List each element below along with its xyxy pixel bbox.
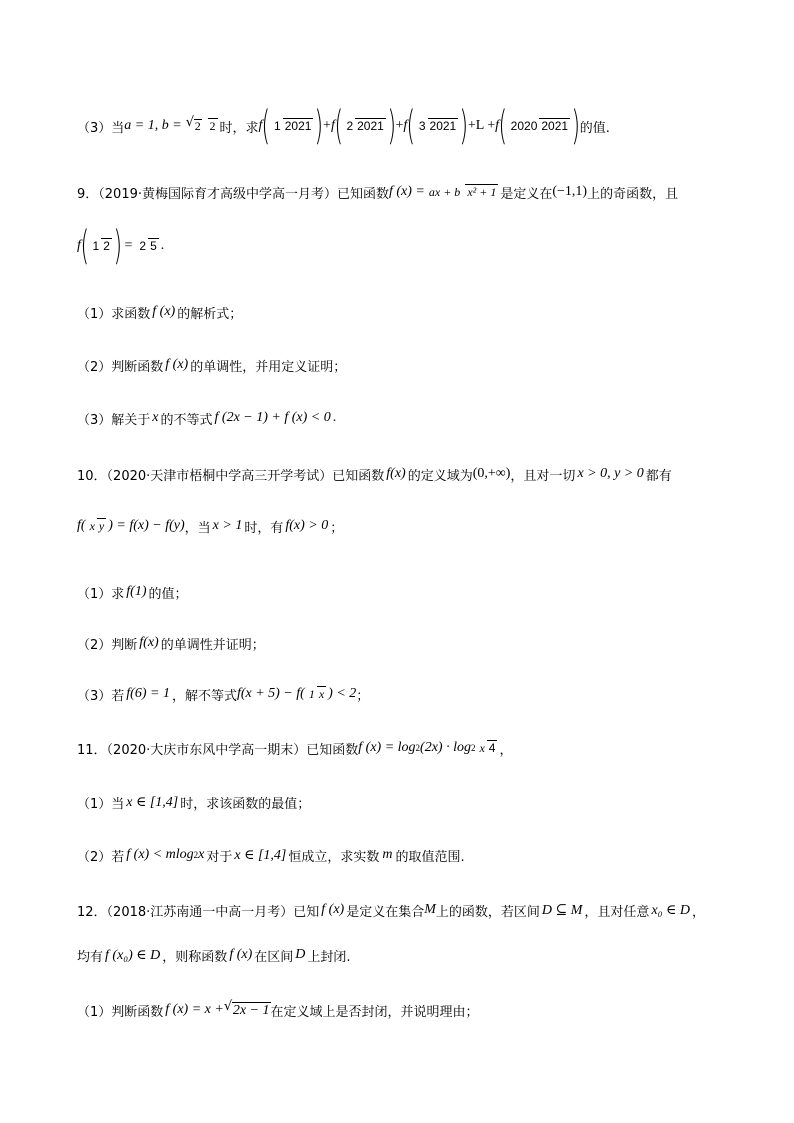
fraction: 1 2: [92, 239, 110, 254]
math: f (x): [229, 947, 253, 962]
text: （1）当: [77, 796, 125, 812]
math: +: [395, 118, 404, 133]
fraction: 1 2021: [274, 119, 312, 134]
math: D: [295, 947, 306, 962]
math: f(x) > 0: [285, 518, 329, 533]
q12-statement: [77, 898, 734, 922]
q9-part2: [77, 353, 734, 377]
q9-statement: [77, 172, 734, 212]
math: .: [332, 410, 337, 425]
math: f(x): [139, 635, 159, 650]
math: 2: [209, 119, 216, 134]
text: 12．（2018·江苏南通一中高一月考）已知: [77, 904, 320, 920]
text: （2）判断函数: [77, 359, 164, 375]
math: +L +: [467, 118, 496, 133]
text: 在定义域上是否封闭，并说明理由；: [270, 1004, 479, 1020]
q11-part1: [77, 790, 734, 814]
text: ，且对任意: [584, 904, 650, 920]
text: ，: [692, 904, 706, 920]
math: x > 1: [212, 518, 243, 533]
text: 均有: [77, 949, 104, 965]
text: 都有: [645, 468, 672, 484]
fraction: 2020 2021: [510, 119, 569, 134]
math: f: [77, 238, 81, 253]
math: x ∈ [1,4]: [234, 847, 287, 863]
math: x₀ ∈ D: [651, 902, 690, 918]
text: （2）判断: [77, 637, 138, 653]
math: f (x) =: [389, 184, 425, 199]
text: （3）当: [77, 120, 125, 136]
text: 的不等式: [160, 412, 213, 428]
math: =: [124, 238, 133, 253]
text: 10．（2020·天津市梧桐中学高三开学考试）已知函数: [77, 468, 385, 484]
fraction: x y: [89, 519, 105, 534]
math: (−1,1): [552, 184, 588, 199]
fraction: 1 x: [308, 687, 325, 702]
text: 时，有: [244, 520, 284, 536]
math: ) = f(x) − f(y): [108, 518, 185, 533]
text: ，: [499, 742, 513, 758]
text: （1）求函数: [77, 306, 151, 322]
text: 的定义域为: [407, 468, 473, 484]
math: f: [330, 118, 335, 133]
sqrt: √ 2x − 1: [223, 998, 270, 1018]
math: f(x + 5) − f(: [236, 686, 305, 701]
text: 上的奇函数，且: [587, 186, 679, 202]
text: 的取值范围.: [395, 849, 465, 865]
math: M: [424, 902, 436, 917]
math: f (x): [165, 357, 189, 372]
math: m: [382, 847, 393, 862]
text: 的值.: [579, 120, 610, 136]
math: 2x − 1: [232, 1002, 270, 1018]
text: 9．（2019·黄梅国际育才高级中学高一月考）已知函数: [77, 186, 389, 202]
math: f (x) < mlog: [126, 847, 194, 862]
text: （3）若: [77, 688, 125, 704]
math: x² + 1: [467, 185, 497, 200]
math: 2: [193, 850, 199, 860]
math: ax + b: [428, 185, 461, 200]
math: +: [323, 118, 331, 133]
math: (2x) · log: [420, 740, 471, 755]
math: ) < 2: [328, 686, 357, 701]
q10-part2: [77, 631, 734, 655]
math: .: [160, 238, 165, 253]
text: 的值；: [148, 586, 188, 602]
math: f(6) = 1: [126, 686, 170, 701]
math: x ∈ [1,4]: [126, 794, 179, 810]
text: （1）求: [77, 586, 125, 602]
math: 2: [194, 119, 201, 134]
q10-part3: [77, 674, 734, 714]
math: 2: [470, 743, 476, 753]
math: f: [258, 118, 263, 133]
text: 在区间: [254, 949, 294, 965]
q11-part2: [77, 843, 734, 867]
text: （3）解关于: [77, 412, 151, 428]
math: f: [495, 118, 500, 133]
math: f (x): [321, 902, 345, 917]
math: a = 1, b =: [124, 118, 182, 133]
fraction: 2 2021: [346, 119, 384, 134]
text: 11．（2020·大庆市东风中学高一期末）已知函数: [77, 742, 359, 758]
q8-part3: （3）当 a = 1, b = √ 2 2 时，求 f ( 1 2021 ) + f ( 2 2021 ) + f ( 3 2021 ) +L + f ( 2020 2021 ) 的值.: [77, 103, 610, 149]
math: 2: [415, 743, 421, 753]
text: ；: [330, 520, 344, 536]
text: 上封闭.: [307, 949, 351, 965]
fraction: x 4: [479, 741, 496, 756]
text: ，当: [184, 520, 211, 536]
math: (0,+∞): [472, 466, 511, 481]
q10-part1: [77, 580, 734, 604]
text: 的单调性，并用定义证明；: [190, 359, 347, 375]
text: （2）若: [77, 849, 125, 865]
text: 上的函数，若区间: [435, 904, 540, 920]
text: 时，求: [219, 120, 259, 136]
text: 恒成立，求实数: [288, 849, 380, 865]
text: 是定义在: [500, 186, 553, 202]
math: f (x) = x +: [165, 1002, 224, 1017]
math: f(1): [126, 584, 147, 599]
math: D ⊆ M: [541, 902, 583, 918]
text: ，解不等式: [171, 688, 237, 704]
math: f: [403, 118, 408, 133]
q9-part3: [77, 406, 734, 430]
q9-part1: [77, 300, 734, 324]
text: （1）判断函数: [77, 1004, 164, 1020]
q12-part1: [77, 997, 734, 1023]
text: 的单调性并证明；: [160, 637, 265, 653]
text: 的解析式；: [177, 306, 243, 322]
text: 是定义在集合: [346, 904, 425, 920]
math: x > 0, y > 0: [577, 466, 644, 481]
fraction: √ 2 2: [185, 115, 216, 134]
math: x: [198, 847, 205, 862]
math: f(x): [386, 466, 406, 481]
text: 时，求该函数的最值；: [180, 796, 311, 812]
fraction: 2 5: [139, 239, 157, 254]
math: f (2x − 1) + f (x) < 0: [214, 410, 331, 425]
q9-condition: f ( 1 2 ) = 2 5 .: [77, 223, 165, 269]
q10-condition: [77, 506, 734, 546]
q12-definition: [77, 943, 734, 967]
text: ，则称函数: [162, 949, 228, 965]
text: ，且对一切: [510, 468, 576, 484]
text: 对于: [206, 849, 233, 865]
fraction: [427, 184, 498, 200]
math: f (x): [152, 304, 176, 319]
math: x: [152, 410, 159, 425]
q10-statement: [77, 462, 734, 486]
q11-statement: [77, 728, 734, 768]
math: f (x) = log: [358, 740, 416, 755]
math: f(: [77, 518, 86, 533]
math: f (x₀) ∈ D: [105, 947, 161, 963]
fraction: 3 2021: [418, 119, 457, 134]
text: ；: [356, 688, 370, 704]
